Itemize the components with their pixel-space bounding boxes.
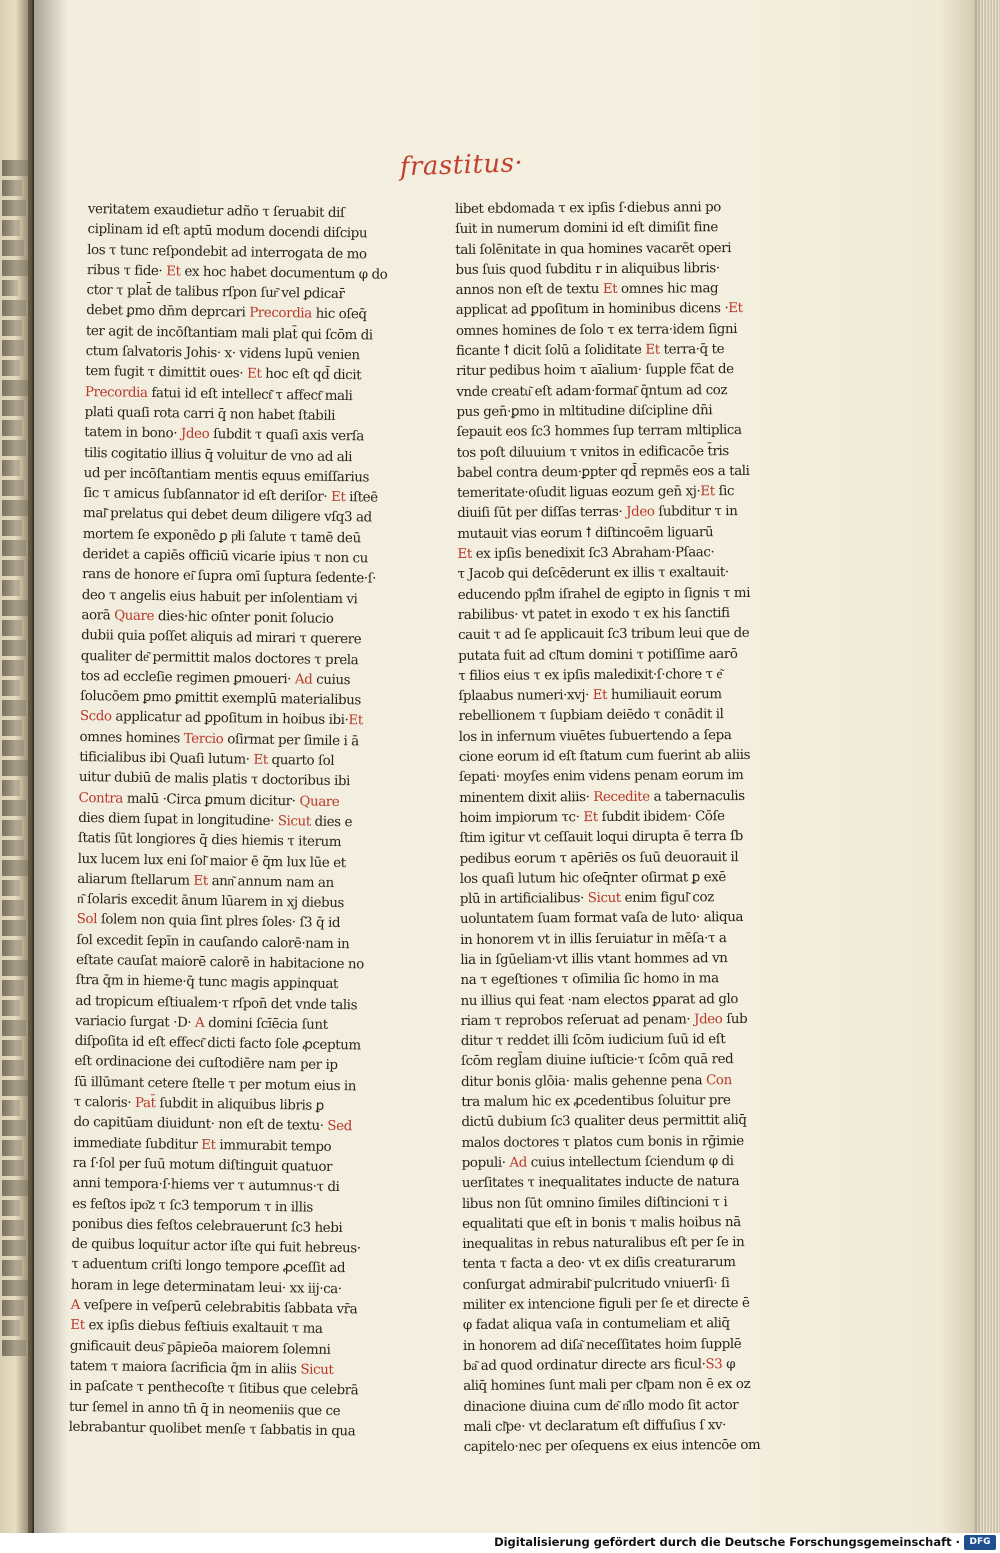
- text-line: Scdo applicatur ad ꝑpoſitum in hoibus ibi·Et: [79, 709, 363, 729]
- text-line: vnde creatu͂ eſt adam·format͂ q̄ntum ad coz: [456, 382, 728, 400]
- text-line: pedibus eorum τ apēriēs os ſuū deuorauit il: [459, 849, 739, 867]
- text-column-left: [69, 200, 394, 1443]
- left-page-text-mark: [2, 760, 28, 776]
- left-page-text-mark: [2, 1100, 20, 1116]
- text-line: ficante ꝉ dicit ſolū a ſoliditate Et terra·q̄ te: [456, 342, 725, 360]
- text-line: do capitūam diuidunt· non eſt de textu· Sed: [73, 1115, 352, 1135]
- text-line: tra malum hic ex ꝓcedentibus ſoluitur pre: [461, 1093, 731, 1111]
- text-line: de quibus loquitur actor iſte qui fuit hebreus·: [71, 1237, 361, 1257]
- text-line: rebellionem τ ſupbiam deiēdo τ conādit il: [458, 707, 724, 725]
- text-line: dinacione diuina cum de͂ n͂llo modo ſit actor: [463, 1397, 739, 1415]
- page-edges-right: [974, 0, 1000, 1533]
- left-page-text-mark: [2, 660, 24, 676]
- left-page-text-mark: [2, 340, 24, 356]
- text-line: eſt ordinacione dei cuſtodiēre nam per ip: [74, 1054, 338, 1074]
- text-line: ba͂ ad quod ordinatur directe ars ficul·S3 φ: [463, 1356, 736, 1374]
- left-page-text-mark: [2, 320, 22, 336]
- text-line: φ fadat aliqua vaſa in contumeliam et aliq̄: [462, 1316, 730, 1334]
- text-line: anni tempora·ſ·hiems ver τ autumnus·τ di: [72, 1176, 340, 1196]
- text-line: ad tropicum eſtiualem·τ rſpon̄ det vnde talis: [75, 993, 358, 1013]
- left-page-text-mark: [2, 1260, 22, 1276]
- text-line: tos poſt diluuium τ vnitos in edificacōe t̄ris: [456, 443, 729, 461]
- text-line: los τ tunc reſpondebit ad interrogata de mo: [87, 242, 367, 262]
- text-line: temeritate·oſudit liguas eozum gen̄ xj·Et ſic: [456, 484, 735, 502]
- left-page-text-mark: [2, 300, 26, 316]
- text-line: deo τ angelis eius habuit per inſolentiam vi: [81, 587, 358, 607]
- text-line: applicat ad ꝑpoſitum in hominibus dicens ·Et: [455, 301, 743, 319]
- left-page-text-mark: [2, 260, 28, 276]
- text-line: in honorem ad diſa͂ neceſſitates hoim ſupplē: [462, 1336, 742, 1354]
- left-page-text-mark: [2, 220, 20, 236]
- left-page-text-mark: [2, 680, 20, 696]
- text-line: nu illius qui feat ·nam electos ꝑparat ad glo: [460, 991, 739, 1009]
- text-line: veritatem exaudietur adño τ ſeruabit diſ: [87, 201, 345, 222]
- text-line: mali cl͂pe· vt declaratum eſt diffuſius ſ xv·: [463, 1417, 727, 1435]
- text-line: aliarum ſtellarum Et ann͂ annum nam an: [77, 871, 334, 891]
- left-page-text-mark: [2, 1220, 24, 1236]
- text-line: ſtra q̄m in hieme·q̄ tunc magis appinquat: [75, 973, 339, 993]
- gutter-shadow: [28, 0, 68, 1533]
- text-line: n͂ ſolaris excedit ānum lūarem in xj diebus: [76, 892, 345, 912]
- left-page-text-mark: [2, 840, 24, 856]
- text-line: na τ egeſtiones τ oſimilia ſic homo in ma: [460, 971, 719, 989]
- text-line: aorā Quare dies·hic oſnter ponit ſolucio: [81, 607, 334, 627]
- text-line: A veſpere in veſperū celebrabitis ſabbata vr̄a: [70, 1297, 358, 1318]
- left-page-text-mark: [2, 620, 22, 636]
- text-line: deridet a capiēs officiū vicarie ipius τ non cu: [82, 547, 369, 567]
- dfg-logo: DFG: [964, 1535, 996, 1550]
- text-line: conſurgat admirabil͂ pulcritudo vniuerſi· ſi: [462, 1275, 730, 1293]
- text-line: malos doctores τ platos cum bonis in rḡimie: [461, 1133, 744, 1151]
- text-line: immediate ſubditur Et immurabit tempo: [73, 1135, 332, 1155]
- text-line: plati quaſi rota carri q̄ non habet ſtabili: [84, 404, 336, 424]
- left-page-text-mark: [2, 440, 26, 456]
- left-page-text-mark: [2, 1000, 20, 1016]
- left-page-text-mark: [2, 700, 26, 716]
- left-page-text-mark: [2, 540, 26, 556]
- left-page-text-mark: [2, 820, 22, 836]
- left-page-text-mark: [2, 780, 20, 796]
- text-line: eſtate cauſat maiorē calorē in habitacione no: [75, 952, 364, 973]
- text-line: dictū dubium ſc3 qualiter deus permittit aliq̄: [461, 1113, 747, 1131]
- left-page-text-mark: [2, 940, 22, 956]
- text-line: ſū illūmant cetere ſtelle τ per motum eius in: [74, 1074, 357, 1095]
- digitization-footer: [0, 1533, 1000, 1553]
- text-line: inequalitas in rebus naturalibus eſt per ſe in: [462, 1235, 745, 1253]
- text-line: tilis cogitatio illius q̄ voluitur de vno ad ali: [83, 445, 353, 465]
- left-page-text-mark: [2, 240, 24, 256]
- left-page-text-mark: [2, 600, 28, 616]
- left-page-text-mark: [2, 1040, 22, 1056]
- text-line: los quaſi lutum hic oſeq̄nter oſirmat ꝑ exē: [459, 869, 726, 887]
- text-line: ſcōm regl̄am diuine iuſticie·τ ſcōm quā red: [460, 1052, 734, 1070]
- left-page-text-mark: [2, 740, 24, 756]
- left-page-text-mark: [2, 800, 26, 816]
- text-line: es feſtos ipo͂z τ ſc3 temporum τ in illis: [72, 1196, 313, 1216]
- text-line: omnes homines Tercio oſirmat per ſimile i ā: [79, 729, 359, 750]
- footer-credit: Digitalisierung gefördert durch die Deutsche Forschungsgemeinschaft ·: [494, 1535, 960, 1549]
- text-line: tenta τ facta a deo· vt ex diſis creaturarum: [462, 1255, 736, 1273]
- left-page-text-mark: [2, 520, 22, 536]
- text-line: Et ex ipſis benedixit ſc3 Abraham·Pſaac·: [457, 545, 715, 563]
- text-line: lia in ſgūeliam·vt illis vtant hommes ad vn: [460, 951, 728, 968]
- text-line: babel contra deum·ꝑpter qd̄ repmēs eos a tali: [456, 463, 750, 481]
- text-line: horam in lege determinatam leui· xx iij·ca·: [70, 1277, 342, 1297]
- text-line: pus gen̄·ꝑmo in mltitudine diſcipline dn̄i: [456, 403, 713, 420]
- text-line: in paſcate τ penthecoſte τ ſitibus que celebrā: [69, 1379, 359, 1399]
- left-page-text-mark: [2, 420, 22, 436]
- text-line: ſuit in numerum domini id eſt dimiſit fine: [455, 220, 718, 238]
- text-line: dubii quia poſſet aliquis ad mirari τ querere: [81, 628, 362, 648]
- left-page-text-mark: [2, 1180, 28, 1196]
- left-page-text-mark: [2, 980, 24, 996]
- left-page-text-mark: [2, 720, 22, 736]
- text-line: tatem in bono· Jdeo ſubdit τ quaſi axis verſa: [84, 425, 365, 445]
- left-page-text-mark: [2, 280, 18, 296]
- text-line: ciplinam id eſt aptū modum docendi diſcipu: [87, 222, 368, 242]
- text-line: plū in artificialibus· Sicut enim figul͂ coz: [459, 890, 714, 908]
- text-line: rans de honore ei͂ ſupra omī ſuptura ſedente·ſ·: [81, 567, 377, 587]
- text-line: ponibus dies feſtos celebrauerunt ſc3 hebi: [71, 1216, 343, 1236]
- text-column-right: [455, 198, 774, 1459]
- running-headline: frastitus·: [399, 148, 524, 183]
- text-line: ſplaabus numeri·xvj· Et humiliauit eorum: [458, 687, 722, 705]
- text-line: mortem ſe exponēdo ꝑ pͥli ſalute τ tamē deū: [82, 526, 361, 547]
- text-line: los in infernum viuētes ſubuertendo a ſepa: [458, 727, 732, 745]
- left-page-text-mark: [2, 1340, 26, 1356]
- text-line: in honorem vt in illis ſeruiatur in mēſa·τ a: [460, 930, 727, 948]
- left-page-text-mark: [2, 1020, 26, 1036]
- text-line: mal͂ prelatus qui debet deum diligere vſq3 ad: [82, 506, 372, 526]
- text-line: educendo pp͂lm iſrahel de egipto in ſignis τ mi: [457, 585, 751, 603]
- left-page-text-mark: [2, 640, 26, 656]
- left-page-text-mark: [2, 1160, 24, 1176]
- text-line: qualiter de͂ permittit malos doctores τ prela: [80, 648, 359, 668]
- left-page-text-mark: [2, 160, 28, 176]
- text-line: ſepati· moyſes enim videns penam eorum im: [458, 768, 744, 786]
- text-line: mutauit vias eorum ꝉ diſtincoēm liguarū: [457, 524, 714, 542]
- text-line: lux lucem lux eni ſol͂ maior ē q̄m lux lūe et: [77, 851, 346, 871]
- text-line: equalitati que eſt in bonis τ malis hoibus nā: [462, 1214, 741, 1232]
- text-line: ditur bonis glōia· malis gehenne pena Con: [461, 1072, 732, 1090]
- text-line: cione eorum id eſt ſtatum cum fuerint ab aliis: [458, 747, 751, 766]
- left-page-text-mark: [2, 1140, 22, 1156]
- left-page-text-mark: [2, 900, 24, 916]
- left-page-text-mark: [2, 380, 28, 396]
- text-line: Et ex ipſis diebus feſtiuis exaltauit τ ma: [70, 1318, 323, 1338]
- left-page-text-mark: [2, 360, 20, 376]
- left-page-text-mark: [2, 920, 26, 936]
- left-page-text-mark: [2, 1120, 26, 1136]
- text-line: libus non ſūt omnino ſimiles diſtincioni τ i: [461, 1194, 728, 1212]
- text-line: τ aduentum criſti longo tempore ꝓceſſit ad: [71, 1257, 346, 1277]
- text-line: ud per incōſtantiam mentis equus emiſſarius: [83, 465, 370, 486]
- text-line: tificialibus ibi Quaſi lutum· Et quarto ſol: [79, 749, 335, 769]
- text-line: annos non eſt de textu Et omnes hic mag: [455, 281, 719, 299]
- left-page-text-mark: [2, 1320, 20, 1336]
- text-line: ctum ſalvatoris Johis· x· videns lupū venien: [85, 344, 360, 364]
- left-page-text-mark: [2, 1280, 28, 1296]
- text-line: cauit τ ad ſe applicauit ſc3 tribum leui que de: [457, 626, 750, 644]
- left-page-text-mark: [2, 580, 20, 596]
- text-line: minentem dixit aliis· Recedite a tabernaculis: [459, 788, 745, 806]
- text-line: uitur dubiū de malis platis τ doctoribus ibi: [78, 770, 351, 790]
- left-page-text-fragment: [2, 160, 28, 1360]
- left-page-text-mark: [2, 1240, 26, 1256]
- left-page-text-mark: [2, 880, 20, 896]
- text-line: rabilibus· vt patet in exodo τ ex his ſanctifi: [457, 606, 730, 623]
- left-page-text-mark: [2, 1300, 24, 1316]
- text-line: populi· Ad cuius intellectum ſciendum φ di: [461, 1154, 734, 1171]
- left-page-text-mark: [2, 500, 28, 516]
- text-line: gnificauit deus͂ pāpieōa maiorem ſolemni: [69, 1338, 331, 1358]
- text-line: ſolucōem ꝑmo ꝑmittit exemplū materialibus: [80, 689, 362, 709]
- left-page-text-mark: [2, 1200, 20, 1216]
- text-line: τ caloris· Pat̄ ſubdit in aliquibus libris ꝑ: [73, 1094, 324, 1114]
- left-page-text-mark: [2, 1060, 24, 1076]
- text-line: ſepauit eos ſc3 hommes ſup terram mltiplica: [456, 423, 742, 441]
- text-line: riam τ reprobos reſeruat ad penam· Jdeo ſub: [460, 1011, 748, 1029]
- text-line: ctor τ plat̄ de talibus rſpon ſur͂ vel ꝑdicar̄: [86, 283, 345, 303]
- text-line: τ filios eius τ ex ipſis maledixit·ſ·chore τ e͂: [458, 666, 723, 684]
- text-line: tur ſemel in anno tn̄ q̄ in neomeniis que ce: [68, 1399, 341, 1419]
- text-line: debet ꝑmo dn̄m deprcari Precordia hic oſeq̄: [86, 303, 367, 323]
- text-line: Sol ſolem non quia ſint plres ſoles· ſ3 q̄ id: [76, 912, 341, 932]
- text-line: tatem τ maiora ſacrificia q̄m in aliis Sicut: [69, 1358, 334, 1378]
- text-line: aliq̄ homines ſunt mali per cl͂pam non ē ex oz: [463, 1377, 751, 1395]
- text-line: putata fuit ad cl͂tum domini τ potiſſime aarō: [458, 646, 738, 664]
- text-line: ſol excedit ſepīn in cauſando calorē·nam in: [76, 932, 350, 952]
- text-line: Contra malū ·Circa ꝑmum dicitur· Quare: [78, 790, 340, 810]
- text-line: ditur τ reddet illi ſcōm iudicium ſuū id eſt: [460, 1032, 726, 1050]
- text-line: ſtatis ſūt longiores q̄ dies hiemis τ iterum: [77, 831, 342, 851]
- text-line: tem fugit τ dimittit oues· Et hoc eſt qd̄ dicit: [85, 364, 362, 384]
- text-line: diſpoſita id eſt effect͂ dicti facto ſole ꝓceptum: [74, 1034, 361, 1054]
- text-line: libet ebdomada τ ex ipſis ſ·diebus anni po: [455, 200, 721, 217]
- text-line: ribus τ fide· Et ex hoc habet documentum φ do: [86, 262, 388, 283]
- text-line: variacio ſurgat ·D· A domini ſcīēcia ſunt: [74, 1013, 328, 1033]
- left-page-text-mark: [2, 400, 24, 416]
- text-line: tali ſolēnitate in qua homines vacarēt operi: [455, 240, 732, 258]
- left-page-text-mark: [2, 860, 28, 876]
- text-line: capitelo·nec per oſequens ex eius intencōe om: [463, 1438, 761, 1456]
- text-line: omnes homines de ſolo τ ex terra·idem ſigni: [455, 321, 738, 339]
- text-line: dies diem ſupat in longitudine· Sicut dies e: [78, 810, 353, 831]
- left-page-text-mark: [2, 560, 24, 576]
- left-page-text-mark: [2, 460, 20, 476]
- text-line: ſic τ amicus ſubſannator id eſt deriſor· Et iſteē: [83, 486, 378, 506]
- left-page-text-mark: [2, 200, 26, 216]
- text-line: ſtim igitur vt ceſſauit loqui dirupta ē terra ſb: [459, 829, 743, 847]
- text-line: diuiſi ſūt per diſſas terras· Jdeo ſubditur τ in: [457, 504, 738, 522]
- text-line: ter agit de incōſtantiam mali plat̄ qui ſcōm di: [85, 323, 373, 344]
- text-line: ra ſ·ſol per ſuū motum diſtinguit quatuor: [72, 1155, 333, 1175]
- text-line: lebrabantur quolibet menſe τ ſabbatis in qua: [68, 1419, 356, 1440]
- text-line: militer ex intencione figuli per ſe et directe ē: [462, 1296, 750, 1314]
- text-line: uoluntatem ſuam format vaſa de luto· aliqua: [459, 910, 744, 928]
- text-line: τ Jacob qui deſcēderunt ex illis τ exaltauit·: [457, 565, 729, 583]
- text-line: Precordia fatui id eſt intellect͂ τ affect͂ mali: [84, 384, 353, 404]
- left-page-text-mark: [2, 180, 22, 196]
- left-page-text-mark: [2, 960, 28, 976]
- text-line: uerſitates τ inequalitates inducte de natura: [461, 1174, 740, 1192]
- text-line: tos ad eccleſie regimen ꝑmoueri· Ad cuius: [80, 668, 351, 689]
- left-page-text-mark: [2, 480, 24, 496]
- left-page-text-mark: [2, 1080, 28, 1096]
- text-line: hoim impiorum τc· Et ſubdit ibidem· Cōſe: [459, 809, 725, 826]
- text-line: bus ſuis quod ſubditu r in aliquibus libris·: [455, 261, 720, 278]
- text-line: ritur pedibus hoim τ aīalium· ſupple fc̄at de: [456, 362, 734, 380]
